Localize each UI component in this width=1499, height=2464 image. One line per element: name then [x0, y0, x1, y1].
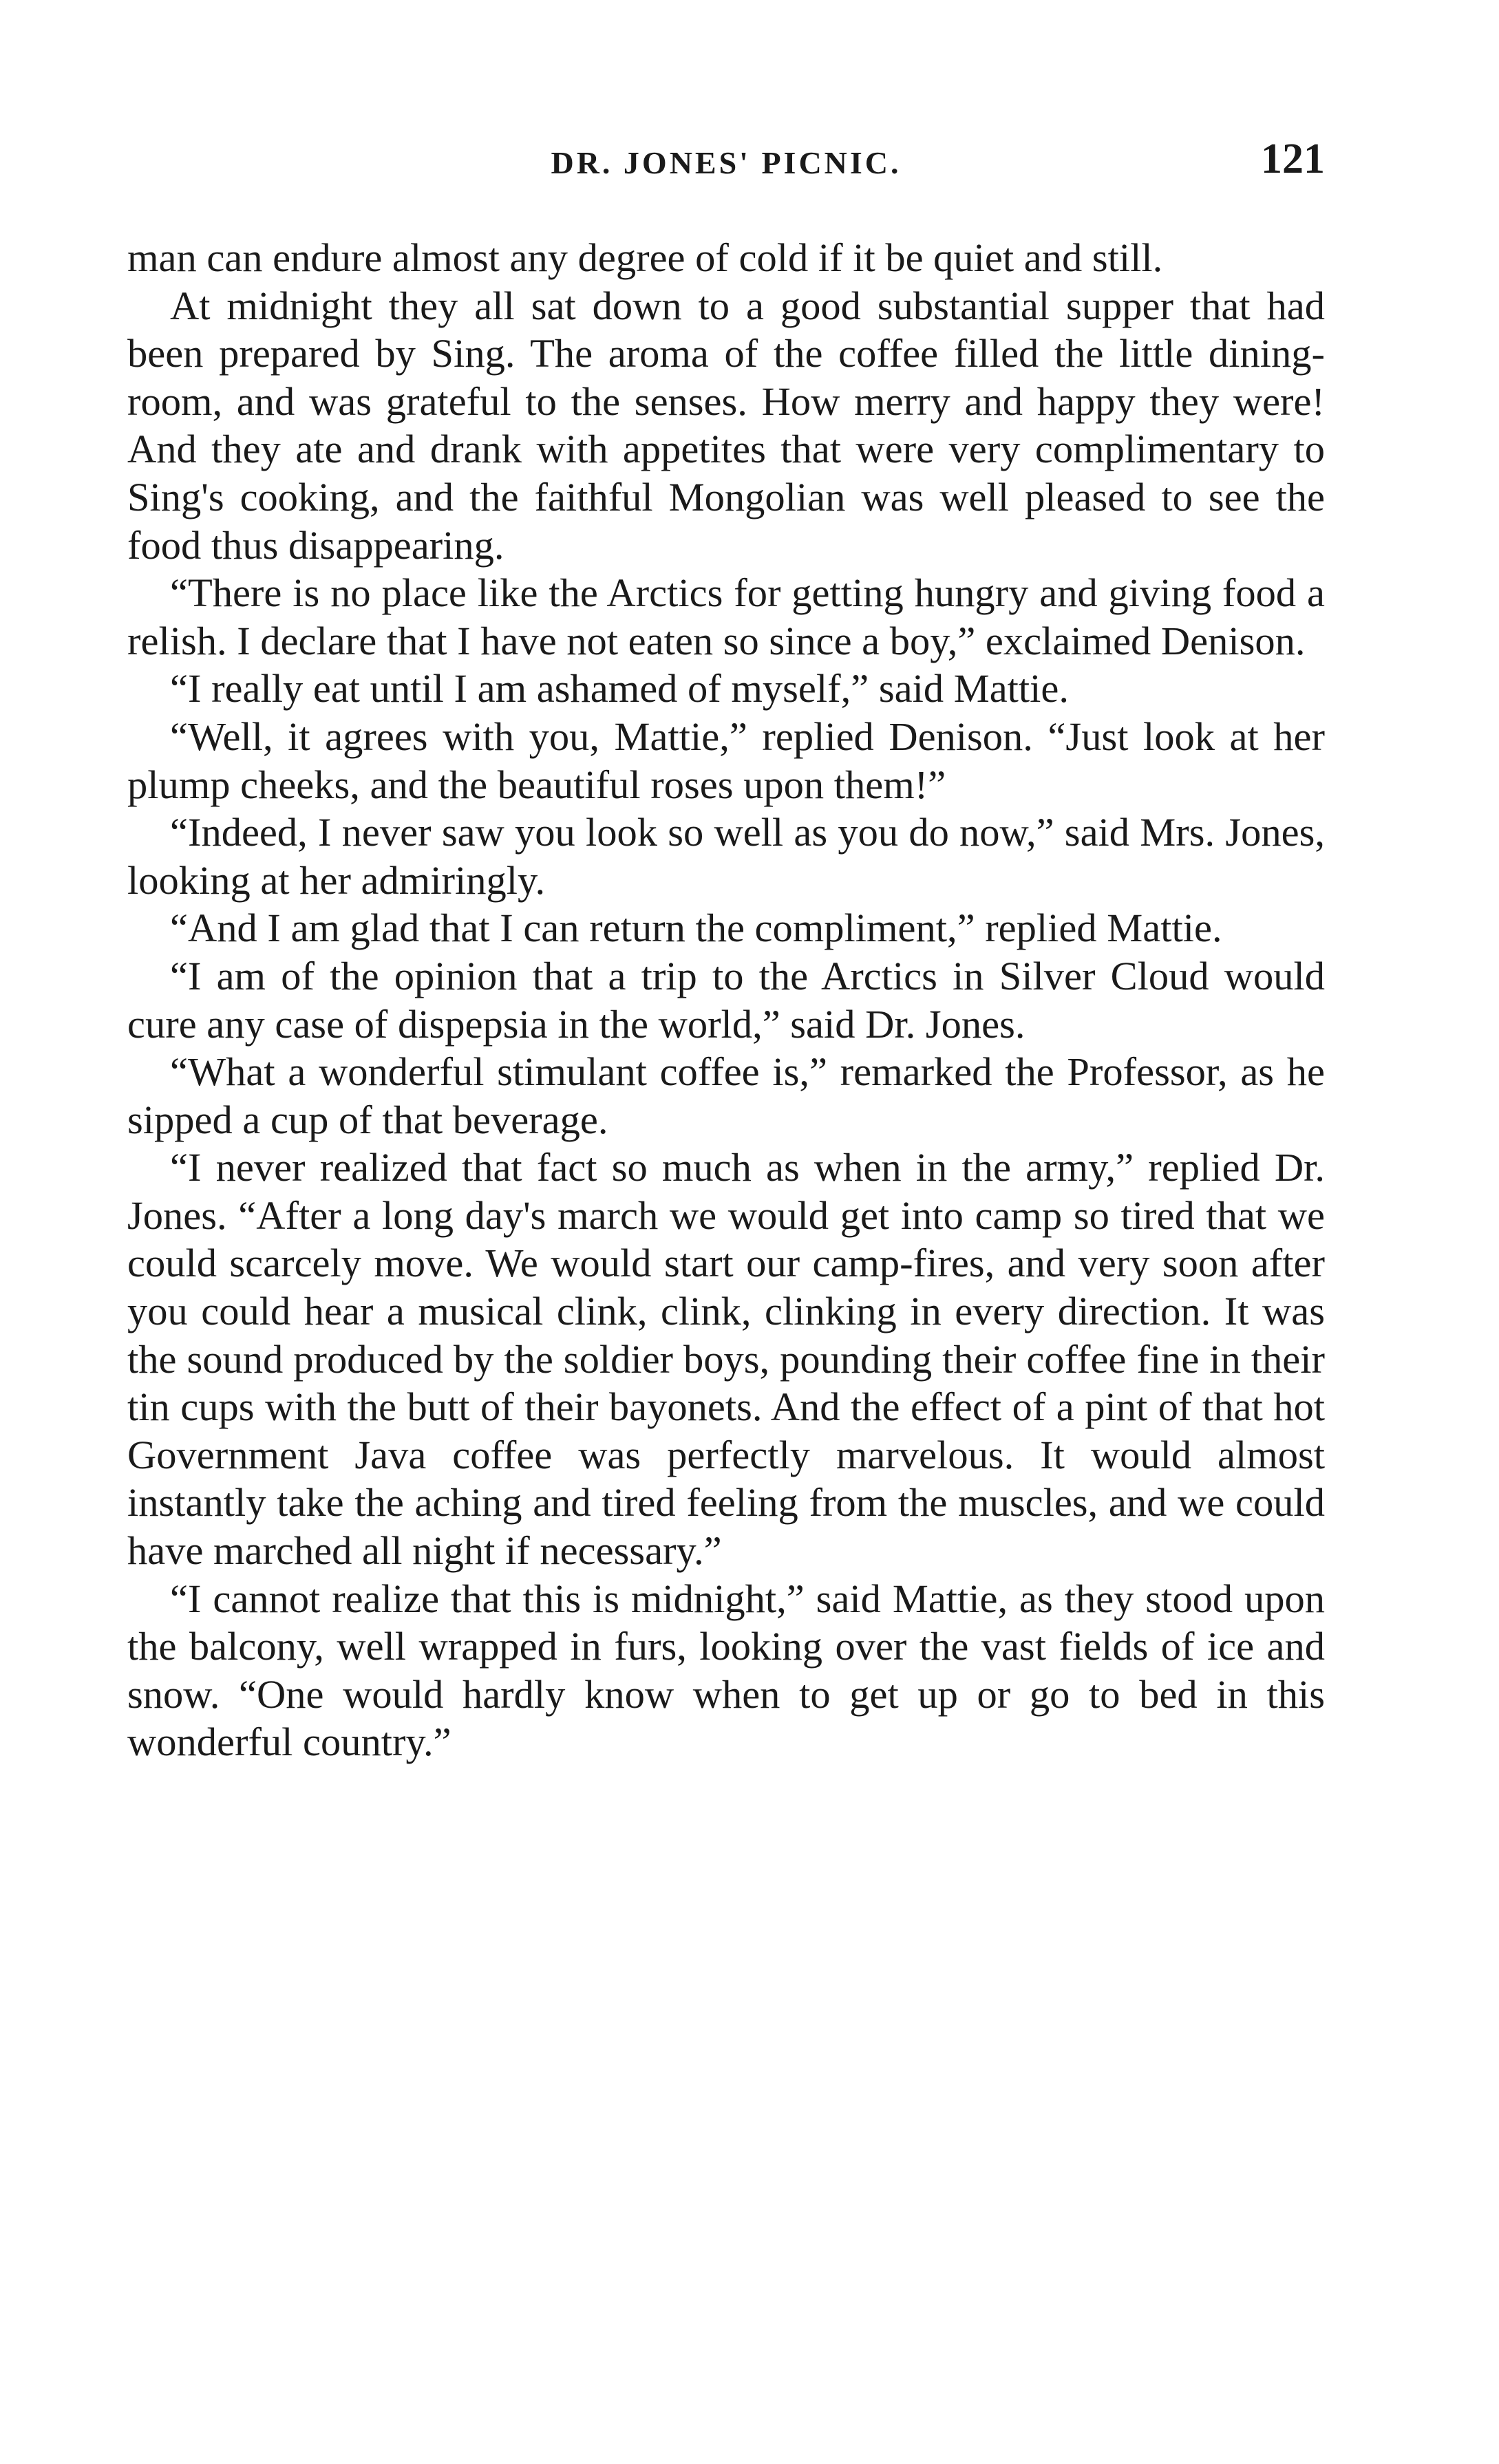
- paragraph: “There is no place like the Arctics for getting hungry and giving food a relish. I declare that I have not eaten so since a boy,” exclaimed Denison.: [127, 570, 1325, 663]
- paragraph: “What a wonderful stimulant coffee is,” remarked the Professor, as he sipped a cup of that beverage.: [127, 1049, 1325, 1142]
- paragraph: “Well, it agrees with you, Mattie,” replied Denison. “Just look at her plump cheeks, and the beautiful roses upon them!”: [127, 714, 1325, 807]
- book-page: [127, 131, 1325, 2401]
- paragraph: “Indeed, I never saw you look so well as you do now,” said Mrs. Jones, looking at her admiringly.: [127, 810, 1325, 903]
- paragraph: “And I am glad that I can return the compliment,” replied Mattie.: [170, 906, 1222, 951]
- body-text: [127, 234, 1325, 1766]
- paragraph: “I really eat until I am ashamed of myself,” said Mattie.: [170, 666, 1070, 711]
- paragraph: man can endure almost any degree of cold if it be quiet and still.: [127, 235, 1163, 280]
- paragraph: “I am of the opinion that a trip to the Arctics in Silver Cloud would cure any case of dispepsia in the world,” said Dr. Jones.: [127, 953, 1325, 1047]
- page-number: 121: [1261, 136, 1325, 182]
- paragraph: “I cannot realize that this is midnight,” said Mattie, as they stood upon the balcony, well wrapped in furs, looking over the vast fields of ice and snow. “One would hardly know when to get up or go to bed in this wonderful country.”: [127, 1576, 1325, 1765]
- running-title: DR. JONES' PICNIC.: [551, 145, 902, 180]
- paragraph: “I never realized that fact so much as when in the army,” replied Dr. Jones. “After a long day's march we would get into camp so tired that we could scarcely move. We would start our camp-fires, and very soon after you could hear a musical clink, clink, clinking in every direction. It was the sound produced by the soldier boys, pounding their coffee fine in their tin cups with the butt of their bayonets. And the effect of a pint of that hot Government Java coffee was perfectly marvelous. It would almost instantly take the aching and tired feeling from the muscles, and we could have marched all night if necessary.”: [127, 1145, 1325, 1574]
- running-header: [127, 131, 1325, 234]
- paragraph: At midnight they all sat down to a good substantial supper that had been prepared by Sing. The aroma of the coffee filled the little dining-room, and was grateful to the senses. How merry and happy they were! And they ate and drank with appetites that were very complimentary to Sing's cooking, and the faithful Mongolian was well pleased to see the food thus disappearing.: [127, 283, 1325, 568]
